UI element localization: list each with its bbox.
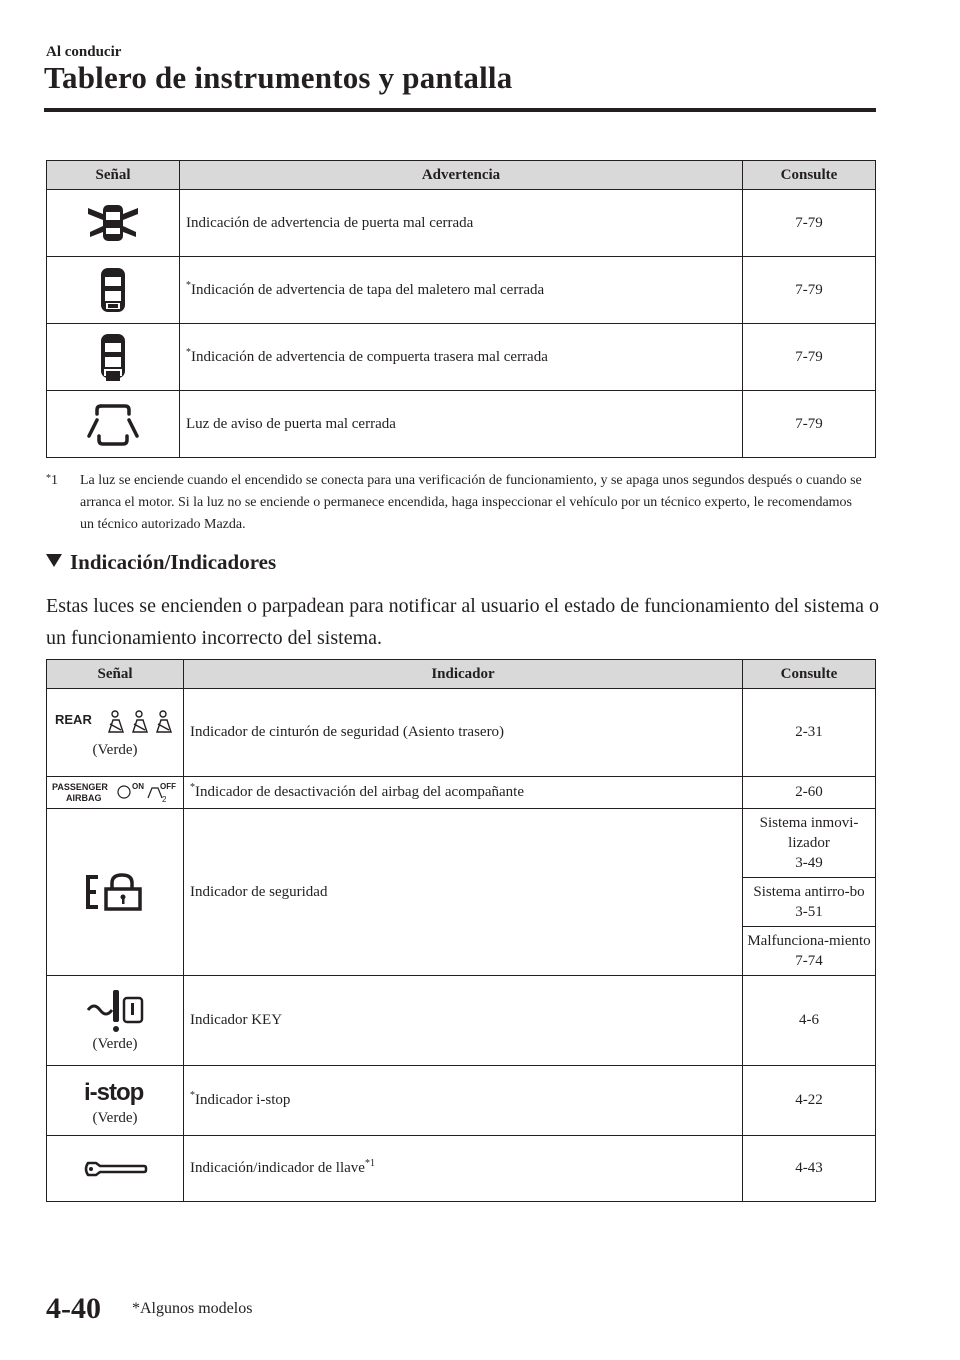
airbag-on: ON	[132, 781, 144, 791]
indicator-text: Indicador de cinturón de seguridad (Asiento trasero)	[184, 689, 743, 777]
refer-malfunction	[743, 927, 875, 975]
rear-label: REAR	[55, 712, 92, 727]
airbag-line2: AIRBAG	[66, 792, 102, 803]
section-label: Al conducir	[46, 44, 122, 60]
liftgate-icon	[93, 331, 133, 383]
rear-seatbelt-icon	[53, 706, 177, 740]
signal-cell	[47, 777, 184, 809]
refer-immobilizer	[743, 809, 875, 878]
footnote	[46, 470, 866, 536]
signal-cell	[47, 976, 184, 1066]
warning-label: Indicación de advertencia de puerta mal cerrada	[186, 214, 474, 231]
table-row	[47, 391, 876, 458]
color-note: (Verde)	[92, 1036, 138, 1052]
header-warning: Advertencia	[180, 161, 743, 190]
signal-cell	[47, 324, 180, 391]
footnote-mark: *1	[46, 473, 58, 488]
door-warning-light-icon	[85, 400, 141, 448]
refer-cell: 7-79	[743, 391, 876, 458]
asterisk: *	[186, 346, 191, 358]
airbag-off: OFF	[160, 781, 176, 791]
warning-label: Indicación de advertencia de tapa del maletero mal cerrada	[191, 281, 545, 298]
indicator-text	[184, 777, 743, 809]
page-title: Tablero de instrumentos y pantalla	[44, 60, 513, 95]
refer-cell: 4-22	[743, 1066, 876, 1136]
color-note: (Verde)	[92, 1110, 138, 1126]
asterisk: *	[190, 782, 195, 793]
footer-note: *Algunos modelos	[132, 1300, 253, 1317]
indicator-label: Indicación/indicador de llave	[190, 1160, 365, 1176]
indicator-label: Indicador i-stop	[195, 1092, 291, 1108]
header-signal: Señal	[47, 161, 180, 190]
airbag-badge: 2	[162, 794, 167, 804]
warning-label: Luz de aviso de puerta mal cerrada	[186, 415, 396, 432]
security-lock-icon	[84, 871, 146, 913]
footnote-ref: *1	[364, 1158, 375, 1169]
indicator-table	[46, 659, 876, 1202]
refer-antitheft	[743, 878, 875, 927]
refer-cell: 2-31	[743, 689, 876, 777]
footnote-text: La luz se enciende cuando el encendido se conecta para una verificación de funcionamiento, y se apaga unos segundos después o cuando se arranca el motor. Si la luz no se enciende o permanece encendida, haga inspeccionar el vehículo por un técnico experto, le recomendamos un técnico autorizado Mazda.	[80, 473, 862, 532]
warning-label: Indicación de advertencia de compuerta trasera mal cerrada	[191, 348, 548, 365]
refer-page: 3-49	[795, 855, 823, 871]
key-indicator-icon	[84, 988, 146, 1034]
refer-cell: 2-60	[743, 777, 876, 809]
refer-label: Malfunciona-miento	[747, 933, 871, 949]
refer-cell: 4-43	[743, 1136, 876, 1202]
warning-text	[180, 190, 743, 257]
indicator-text: Indicador de seguridad	[184, 809, 743, 976]
header-indicator: Indicador	[184, 660, 743, 689]
refer-cell: 4-6	[743, 976, 876, 1066]
indicator-text	[184, 1136, 743, 1202]
signal-cell	[47, 809, 184, 976]
warning-text	[180, 391, 743, 458]
asterisk: *	[190, 1090, 195, 1101]
warning-table	[46, 160, 876, 458]
airbag-line1: PASSENGER	[52, 781, 108, 792]
table-row	[47, 777, 876, 809]
warning-text	[180, 324, 743, 391]
triangle-bullet-icon	[46, 554, 62, 567]
signal-cell	[47, 257, 180, 324]
indicator-text	[184, 1066, 743, 1136]
trunk-lid-icon	[93, 265, 133, 315]
table-row	[47, 809, 876, 976]
page-number: 4-40	[46, 1292, 101, 1325]
passenger-airbag-icon	[52, 780, 178, 806]
i-stop-icon	[80, 1074, 150, 1108]
refer-page: 7-74	[795, 953, 823, 969]
i-stop-label: i-stop	[84, 1079, 144, 1106]
section-body: Estas luces se encienden o parpadean para notificar al usuario el estado de funcionamiento del sistema o un funcionamiento incorrecto del sistema.	[46, 595, 880, 649]
asterisk: *	[186, 279, 191, 291]
title-rule	[44, 108, 876, 112]
refer-cell: 7-79	[743, 257, 876, 324]
refer-cell: 7-79	[743, 324, 876, 391]
signal-cell	[47, 391, 180, 458]
indicator-text: Indicador KEY	[184, 976, 743, 1066]
indicator-label: Indicador de desactivación del airbag del acompañante	[195, 784, 525, 800]
signal-cell	[47, 1066, 184, 1136]
refer-label: Sistema inmovi-lizador	[759, 815, 859, 851]
section-heading	[46, 550, 276, 575]
table-row	[47, 1066, 876, 1136]
refer-page: 3-51	[795, 904, 823, 920]
header-refer: Consulte	[743, 660, 876, 689]
refer-cell	[743, 809, 876, 976]
color-note: (Verde)	[92, 742, 138, 758]
signal-cell	[47, 190, 180, 257]
refer-label: Sistema antirro-bo	[753, 884, 865, 900]
section-heading-text: Indicación/Indicadores	[70, 550, 277, 574]
table-row	[47, 190, 876, 257]
indicator-table-header	[47, 660, 876, 689]
header-refer: Consulte	[743, 161, 876, 190]
key-icon	[80, 1154, 150, 1184]
signal-cell	[47, 1136, 184, 1202]
header-signal: Señal	[47, 660, 184, 689]
table-row	[47, 324, 876, 391]
table-row	[47, 1136, 876, 1202]
signal-cell	[47, 689, 184, 777]
door-ajar-icon	[84, 199, 142, 247]
table-row	[47, 976, 876, 1066]
warning-table-header	[47, 161, 876, 190]
refer-cell: 7-79	[743, 190, 876, 257]
warning-text	[180, 257, 743, 324]
table-row	[47, 689, 876, 777]
table-row	[47, 257, 876, 324]
